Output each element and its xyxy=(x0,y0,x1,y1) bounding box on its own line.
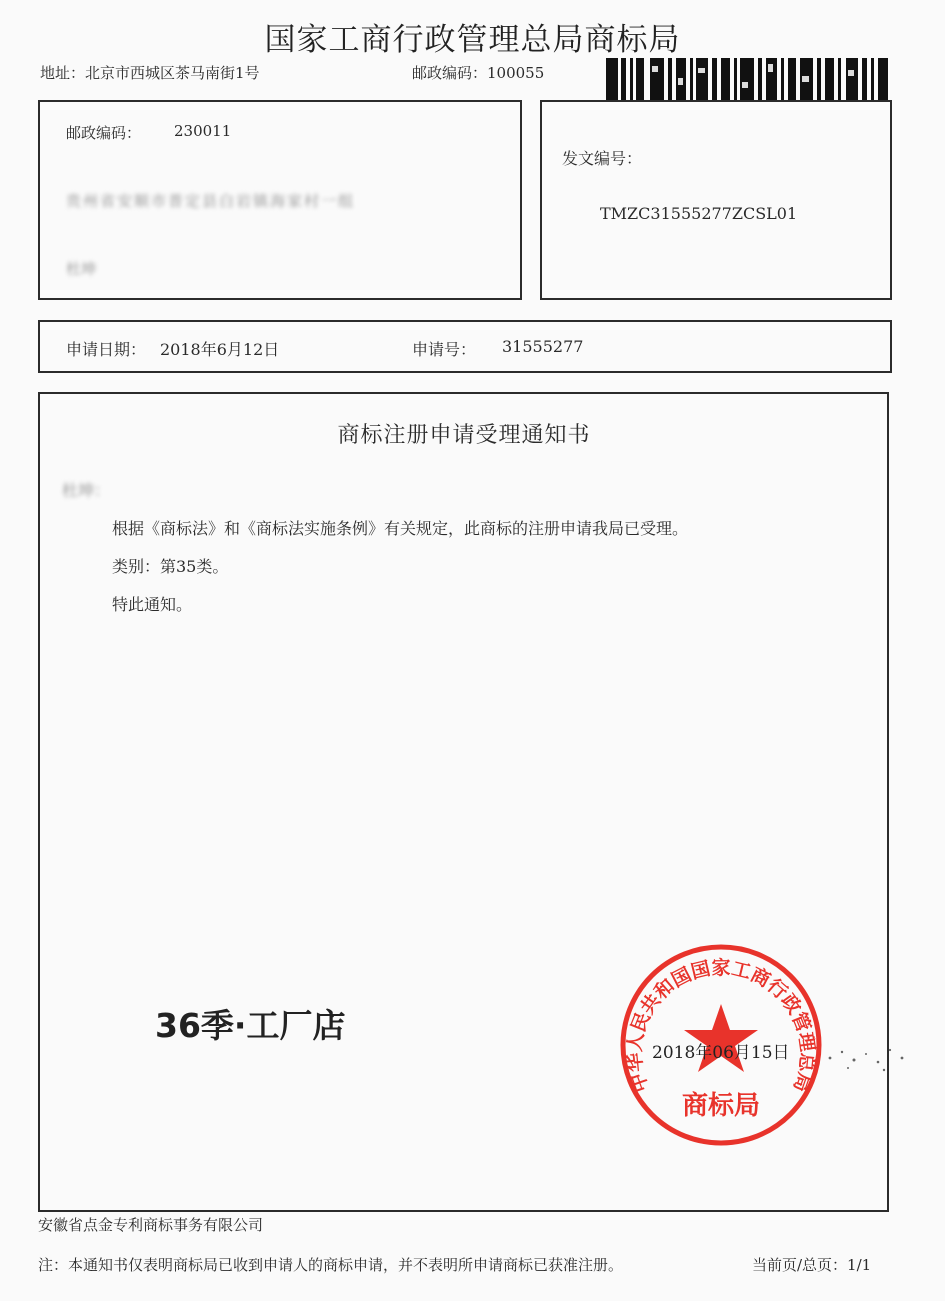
recipient-postcode-label: 邮政编码： xyxy=(66,124,142,142)
application-number-value: 31555277 xyxy=(502,337,584,356)
notice-body-line-3: 特此通知。 xyxy=(112,595,193,614)
trademark-text: 36季·工厂店 xyxy=(155,1006,346,1045)
recipient-postcode-value: 230011 xyxy=(174,122,232,140)
notice-greeting-redacted: 杜坤： xyxy=(62,481,111,500)
agency-name: 安徽省点金专利商标事务有限公司 xyxy=(38,1216,264,1234)
footer-note: 注：本通知书仅表明商标局已收到申请人的商标申请，并不表明所申请商标已获准注册。 xyxy=(38,1256,624,1274)
barcode xyxy=(606,58,891,100)
application-info-box xyxy=(38,320,892,373)
application-date-value: 2018年6月12日 xyxy=(160,340,280,359)
notice-body-line-1: 根据《商标法》和《商标法实施条例》有关规定，此商标的注册申请我局已受理。 xyxy=(112,519,689,538)
svg-text:商标局: 商标局 xyxy=(681,1091,761,1121)
document-number-value: TMZC31555277ZCSL01 xyxy=(600,204,798,223)
print-specks xyxy=(820,1040,910,1080)
office-postcode: 邮政编码：100055 xyxy=(412,64,545,82)
page-title: 国家工商行政管理总局商标局 xyxy=(264,22,681,58)
recipient-address-redacted: 贵州省安顺市普定县白岩镇海家村一组 xyxy=(66,192,356,210)
document-number-box xyxy=(540,100,892,300)
application-date-label: 申请日期： xyxy=(66,340,147,359)
page-indicator: 当前页/总页：1/1 xyxy=(752,1256,872,1274)
document-number-label: 发文编号： xyxy=(562,149,643,168)
notice-body-line-2: 类别：第35类。 xyxy=(112,557,229,576)
recipient-name-redacted: 杜坤 xyxy=(66,260,97,278)
application-number-label: 申请号： xyxy=(412,340,477,359)
recipient-box xyxy=(38,100,522,300)
office-address: 地址：北京市西城区茶马南街1号 xyxy=(40,64,260,82)
notice-title: 商标注册申请受理通知书 xyxy=(337,423,591,448)
seal-date: 2018年06月15日 xyxy=(652,1043,790,1063)
svg-text:中华人民共和国国家工商行政管理总局: 中华人民共和国国家工商行政管理总局 xyxy=(623,957,819,1095)
